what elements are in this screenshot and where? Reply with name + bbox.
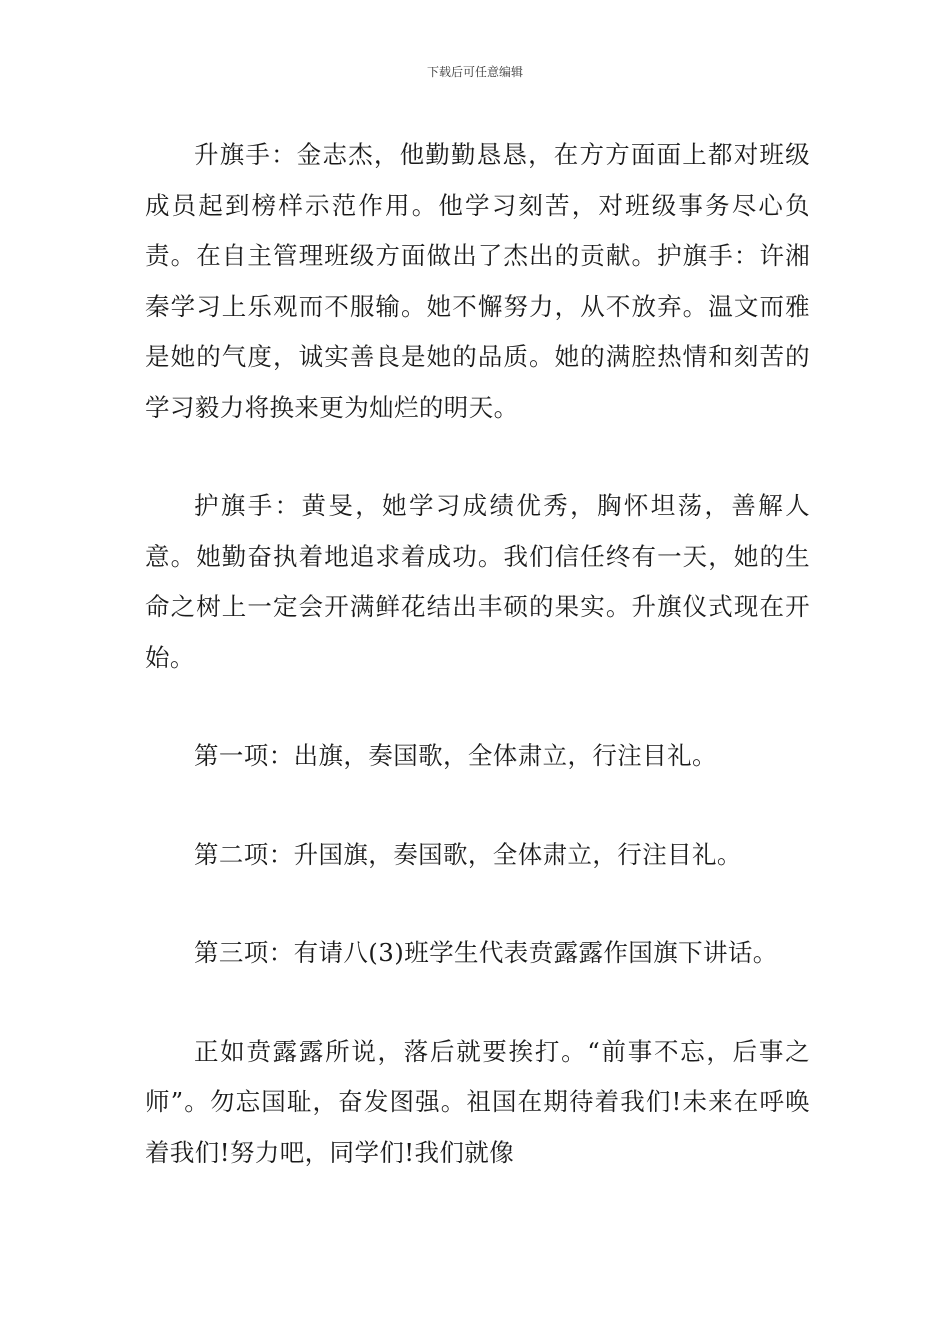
- document-body: [145, 130, 810, 1178]
- paragraph-closing: 正如贲露露所说，落后就要挨打。“前事不忘，后事之师”。勿忘国耻，奋发图强。祖国在期待着我们!未来在呼唤着我们!努力吧，同学们!我们就像: [145, 1036, 810, 1167]
- paragraph-item-one: 第一项：出旗，奏国歌，全体肃立，行注目礼。: [194, 741, 717, 770]
- paragraph-flag-guard: 护旗手：黄旻，她学习成绩优秀，胸怀坦荡，善解人意。她勤奋执着地追求着成功。我们信任终有一天，她的生命之树上一定会开满鲜花结出丰硕的果实。升旗仪式现在开始。: [145, 491, 810, 672]
- paragraph-item-three: 第三项：有请八(3)班学生代表贲露露作国旗下讲话。: [194, 938, 778, 967]
- paragraph-flag-raiser: 升旗手：金志杰，他勤勤恳恳，在方方面面上都对班级成员起到榜样示范作用。他学习刻苦，对班级事务尽心负责。在自主管理班级方面做出了杰出的贡献。护旗手：许湘秦学习上乐观而不服输。她不懈努力，从不放弃。温文而雅是她的气度，诚实善良是她的品质。她的满腔热情和刻苦的学习毅力将换来更为灿烂的明天。: [145, 140, 810, 422]
- page-header: 下载后可任意编辑: [426, 65, 523, 79]
- paragraph-item-two: 第二项：升国旗，奏国歌，全体肃立，行注目礼。: [194, 839, 742, 869]
